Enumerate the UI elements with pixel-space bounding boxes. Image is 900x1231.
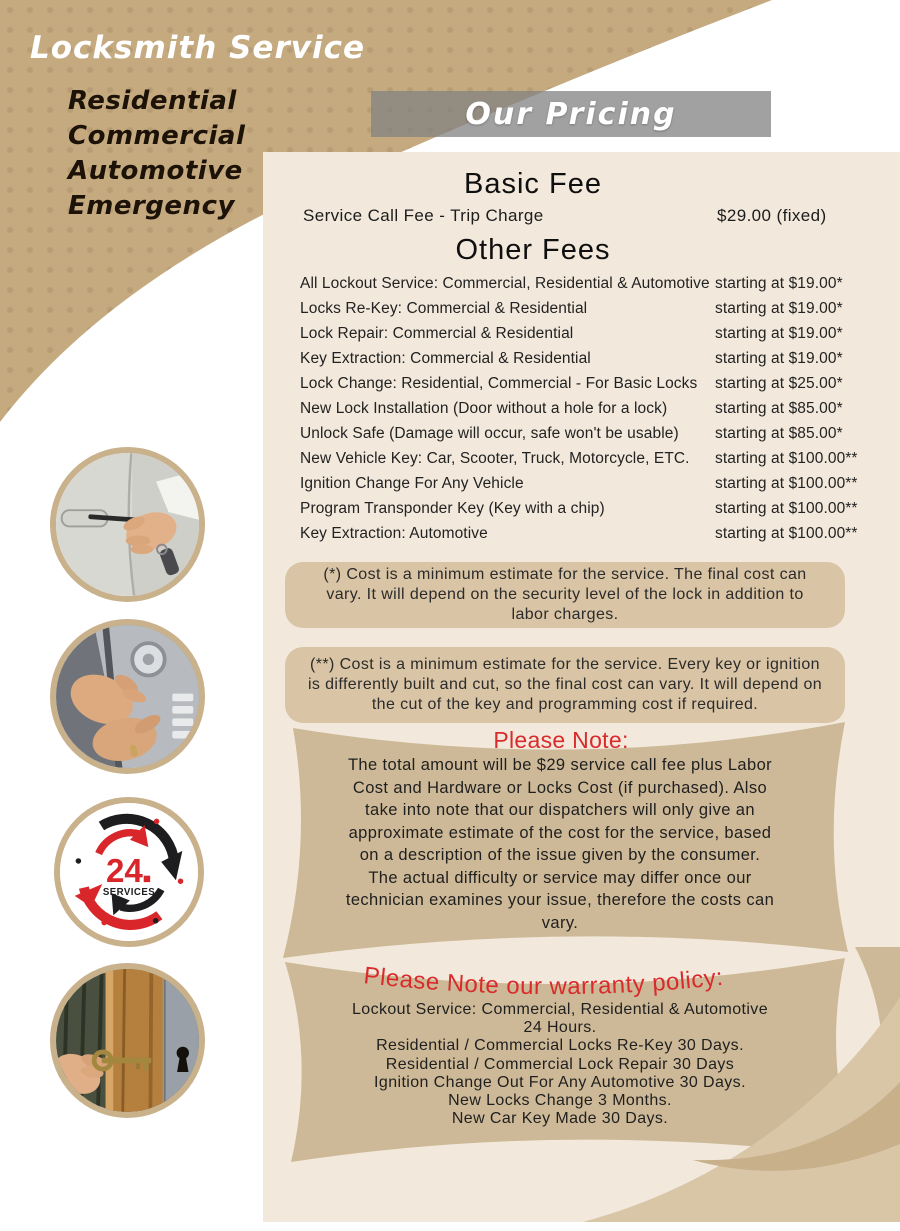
service-type: Residential [68,86,237,116]
warranty-policy-line: Ignition Change Out For Any Automotive 30 Days. [374,1073,746,1091]
finger [130,545,153,555]
fee-price: starting at $85.00* [715,424,843,442]
fee-label: New Vehicle Key: Car, Scooter, Truck, Motorcycle, ETC. [300,449,690,467]
please-note-line: approximate estimate of the cost for the service, based [348,823,772,842]
footnote-line: labor charges. [511,606,619,623]
fee-row [300,446,875,471]
key-tooth [136,1063,140,1069]
fee-label: Locks Re-Key: Commercial & Residential [300,299,588,317]
please-note-line: The total amount will be $29 service call fee plus Labor [347,756,773,774]
footnote-line: is differently built and cut, so the final cost can vary. It will depend on [307,676,823,693]
logo-hr-badge [144,876,150,882]
please-note-line: technician examines your issue, therefore the costs can [345,891,775,909]
pricing-banner-label: Our Pricing [465,96,677,132]
lock-center [143,654,154,665]
fee-label: Key Extraction: Commercial & Residential [300,349,591,367]
fee-row [300,371,875,396]
fee-price: $29.00 (fixed) [717,206,827,225]
door-key-photo [50,963,205,1118]
fee-label: Key Extraction: Automotive [300,524,488,542]
fee-row [300,396,875,421]
footnote-line: (*) Cost is a minimum estimate for the service. The final cost can [323,566,807,583]
fee-row [300,296,875,321]
wood-door-edge [106,969,165,1112]
fee-price: starting at $19.00* [715,299,843,317]
warranty-policy-line: 24 Hours. [523,1019,597,1037]
service-type: Emergency [68,191,235,221]
fee-row [300,471,875,496]
fee-row [300,321,875,346]
fee-price: starting at $100.00** [715,474,858,492]
warranty-policy-line: New Locks Change 3 Months. [448,1092,672,1110]
fee-price: starting at $19.00* [715,324,843,342]
service-type: Automotive [68,156,243,186]
fee-price: starting at $100.00** [715,524,858,542]
service-type-list [68,84,245,224]
24-hour-services-logo [54,797,204,947]
fee-row [300,346,875,371]
car-door-lockout-photo [50,447,205,602]
footnote-star-box [285,562,845,628]
wood-groove [150,969,151,1112]
please-note-heading: Please Note: [493,727,629,753]
footnote-double-star-box [285,647,845,723]
pricing-panel [263,152,900,1222]
safe-lockout-photo [50,619,205,774]
warranty-policy-list [280,1001,840,1128]
service-type: Commercial [68,121,246,151]
footnote-line: vary. It will depend on the security level of the lock in addition to [326,586,804,603]
fee-price: starting at $100.00** [715,499,858,517]
warranty-policy-line: New Car Key Made 30 Days. [451,1110,669,1128]
please-note-paragraph [280,754,840,934]
wood-highlight [106,969,114,1112]
fee-price: starting at $19.00* [715,274,843,292]
metal-lock-plate [163,969,199,1112]
warranty-heading: Please Note our warranty policy: [362,962,725,1001]
fee-label: Service Call Fee - Trip Charge [303,206,544,225]
fee-price: starting at $85.00* [715,399,843,417]
pricing-banner [371,91,771,137]
fee-label: Lock Change: Residential, Commercial - For Basic Locks [300,374,698,392]
wood-groove [123,969,125,1112]
fee-label: New Lock Installation (Door without a hole for a lock) [300,399,668,417]
please-note-line: vary. [541,913,579,932]
key-tooth [144,1063,149,1071]
basic-fee-row [300,206,863,226]
fee-price: starting at $25.00* [715,374,843,392]
warranty-policy-line: Residential / Commercial Locks Re-Key 30 Days. [376,1037,744,1055]
please-note-line: The actual difficulty or service may differ once our [368,868,752,887]
please-note-line: Cost and Hardware or Locks Cost (if purchased). Also [352,778,768,797]
logo-24-number: 24 [105,853,143,891]
please-note-line: take into note that our dispatchers will only give an [365,801,755,819]
fee-label: Program Transponder Key (Key with a chip) [300,499,605,517]
fee-row [300,271,875,296]
fee-price: starting at $100.00** [715,449,858,467]
page-title: Locksmith Service [30,30,365,66]
finger [126,535,151,545]
logo-services-label: SERVICES [102,887,156,898]
basic-fee-heading: Basic Fee [464,168,602,200]
other-fees-heading: Other Fees [455,234,611,266]
warranty-policy-line: Residential / Commercial Lock Repair 30 Days [385,1055,735,1073]
fee-label: Unlock Safe (Damage will occur, safe won't be usable) [300,424,679,442]
footnote-line: (**) Cost is a minimum estimate for the service. Every key or ignition [310,656,820,673]
footnote-line: the cut of the key and programming cost if required. [371,696,759,713]
fee-label: Ignition Change For Any Vehicle [300,474,524,492]
fee-label: Lock Repair: Commercial & Residential [300,324,574,342]
fee-price: starting at $19.00* [715,349,843,367]
fee-row [300,496,875,521]
fee-label: All Lockout Service: Commercial, Residential & Automotive [300,274,710,292]
other-fees-table [300,271,875,546]
svg-text:Please Note our warranty polic [362,962,724,1000]
please-note-line: on a description of the issue given by the consumer. [359,846,761,864]
fee-row [300,521,875,546]
fee-row [300,421,875,446]
warranty-policy-line: Lockout Service: Commercial, Residential & Automotive [351,1001,769,1018]
